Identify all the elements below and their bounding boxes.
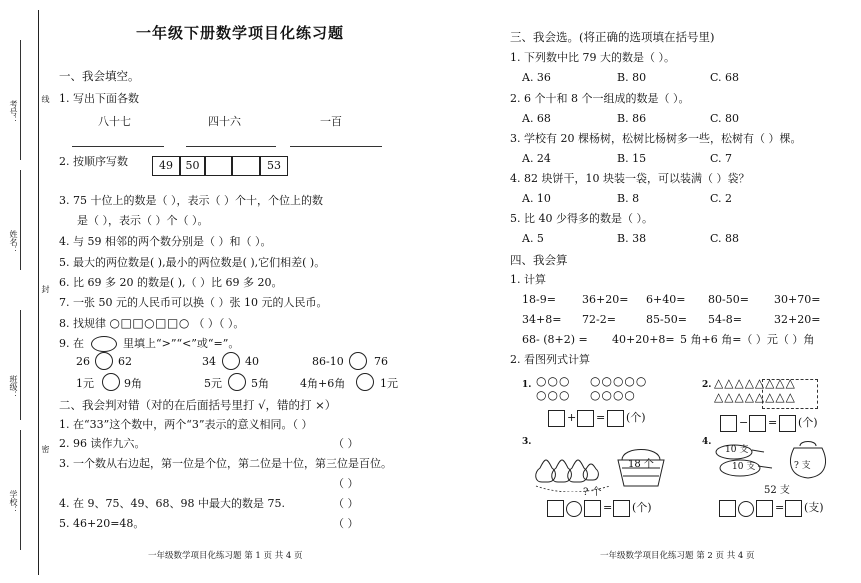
circle-icon: ○○○ — [536, 374, 571, 388]
unit-label: (个) — [798, 416, 818, 429]
judge-5: 5. 46+20=48。 — [59, 517, 145, 530]
judge-2: 2. 96 读作九六。 — [59, 437, 146, 450]
answer-box[interactable] — [548, 410, 565, 427]
pencil-label-b: 10 支 — [732, 462, 756, 472]
class-line — [20, 310, 22, 420]
circle-icon: ○ — [109, 316, 121, 330]
square-icon: □ — [120, 316, 133, 330]
sequence-cell: 50 — [180, 156, 205, 176]
school-line — [20, 430, 22, 550]
choice-3: 3. 学校有 20 棵杨树，松树比杨树多一些，松树有（ ）棵。 — [510, 132, 802, 145]
picture-1-number: 1. — [522, 380, 532, 390]
minus-sign: − — [739, 416, 749, 429]
choice-3-option-c[interactable]: C. 7 — [710, 152, 733, 165]
calc-item: 54-8= — [708, 313, 742, 326]
picture-4-number: 4. — [702, 437, 712, 447]
question-7: 7. 一张 50 元的人民币可以换（ ）张 10 元的人民币。 — [59, 296, 328, 309]
page-2-footer: 一年级数学项目化练习题 第 2 页 共 4 页 — [600, 551, 755, 561]
pencil-label-a: 10 支 — [725, 445, 749, 455]
unit-label: (支) — [804, 501, 824, 514]
compare-right: 76 — [374, 355, 388, 368]
choice-4-option-c[interactable]: C. 2 — [710, 192, 733, 205]
page-title: 一年级下册数学项目化练习题 — [136, 24, 345, 42]
compare-right: 5角 — [251, 377, 269, 390]
compare-circle[interactable] — [228, 373, 246, 391]
equals-sign: = — [768, 416, 778, 429]
name-line — [20, 170, 22, 270]
choice-1-option-c[interactable]: C. 68 — [710, 71, 740, 84]
name-label: 姓名： — [9, 230, 18, 254]
compare-circle[interactable] — [102, 373, 120, 391]
compare-right: 9角 — [124, 377, 142, 390]
sequence-cell: 49 — [152, 156, 180, 176]
compare-circle[interactable] — [349, 352, 367, 370]
question-3-line-2: 是（ ），表示（ ）个（ ）。 — [77, 214, 209, 227]
question-5: 5. 最大的两位数是( ),最小的两位数是( ),它们相差( )。 — [59, 256, 326, 269]
judge-2-bracket[interactable]: （ ） — [333, 437, 359, 450]
circle-icon: ○ — [178, 316, 190, 330]
compare-right: 1元 — [380, 377, 398, 390]
calc-title: 1. 计算 — [510, 273, 546, 286]
question-1: 1. 写出下面各数 — [59, 92, 139, 105]
school-label: 学校： — [9, 490, 18, 514]
bag-label: ? 支 — [794, 461, 811, 471]
question-9 — [59, 336, 239, 352]
answer-box[interactable] — [547, 500, 564, 517]
judge-1: 1. 在“33”这个数中，两个“3”表示的意义相同。（ ） — [59, 418, 313, 431]
answer-box[interactable] — [613, 500, 630, 517]
calc-item: 6+40= — [646, 293, 686, 306]
answer-box[interactable] — [756, 500, 773, 517]
compare-circle-icon — [91, 336, 117, 352]
calc-item: 34+8= — [522, 313, 562, 326]
compare-left: 1元 — [76, 377, 94, 390]
number-word-2: 四十六 — [208, 115, 241, 128]
answer-box[interactable] — [785, 500, 802, 517]
answer-box[interactable] — [577, 410, 594, 427]
answer-line-1[interactable] — [72, 145, 164, 147]
judge-3-bracket[interactable]: （ ） — [333, 477, 359, 490]
question-8-tail: （ ）（ ）。 — [193, 317, 245, 330]
choice-1-option-a[interactable]: A. 36 — [522, 71, 551, 84]
answer-line-3[interactable] — [290, 145, 382, 147]
answer-box[interactable] — [720, 415, 737, 432]
circle-icon: ○○○ — [536, 388, 571, 402]
choice-3-option-b[interactable]: B. 15 — [617, 152, 647, 165]
judge-4: 4. 在 9、75、49、68、98 中最大的数是 75. — [59, 497, 285, 510]
section-2-heading: 二、我会判对错（对的在后面括号里打 √，错的打 ×） — [59, 398, 337, 412]
sequence-cell[interactable] — [205, 156, 232, 176]
compare-left: 26 — [76, 355, 90, 368]
sequence-cell[interactable] — [232, 156, 260, 176]
square-icon: □ — [167, 316, 179, 330]
circle-icon: ○○○○○ — [590, 374, 648, 388]
choice-4: 4. 82 块饼干，10 块装一袋，可以装满（ ）袋？ — [510, 172, 750, 185]
choice-4-option-b[interactable]: B. 8 — [617, 192, 640, 205]
compare-right: 62 — [118, 355, 132, 368]
page-1-footer: 一年级数学项目化练习题 第 1 页 共 4 页 — [148, 551, 303, 561]
choice-2-option-a[interactable]: A. 68 — [522, 112, 551, 125]
unknown-count-label: ? 个 — [583, 487, 602, 498]
calc-item: 30+70= — [774, 293, 821, 306]
picture-3-number: 3. — [522, 437, 532, 447]
operator-circle[interactable] — [738, 501, 754, 517]
seal-mark-line: 线 — [41, 95, 50, 103]
unit-label: (个) — [626, 411, 646, 424]
calc-item: 32+20= — [774, 313, 821, 326]
choice-1-option-b[interactable]: B. 80 — [617, 71, 647, 84]
pattern-shapes — [110, 316, 190, 330]
section-3-heading: 三、我会选。(将正确的选项填在括号里) — [510, 30, 715, 44]
answer-box[interactable] — [749, 415, 766, 432]
calc-item: 80-50= — [708, 293, 749, 306]
dashed-selection-box — [762, 379, 818, 409]
question-9-tail: 里填上“>”“<”或“=”。 — [123, 337, 240, 350]
equals-sign: = — [596, 411, 606, 424]
answer-box[interactable] — [719, 500, 736, 517]
calc-item: 40+20+8= — [612, 333, 675, 346]
binding-line — [38, 10, 39, 575]
sequence-cell: 53 — [260, 156, 288, 176]
choice-4-option-a[interactable]: A. 10 — [522, 192, 551, 205]
compare-circle[interactable] — [222, 352, 240, 370]
equals-sign: = — [775, 501, 785, 514]
calc-item: 72-2= — [582, 313, 616, 326]
choice-1: 1. 下列数中比 79 大的数是（ ）。 — [510, 51, 675, 64]
circle-icon: ○○○○ — [590, 388, 636, 402]
circle-icon: ○ — [144, 316, 156, 330]
compare-circle[interactable] — [356, 373, 374, 391]
compare-left: 34 — [202, 355, 216, 368]
judge-4-bracket[interactable]: （ ） — [333, 497, 359, 510]
equals-sign: = — [603, 501, 613, 514]
question-8-label: 8. 找规律 — [59, 317, 106, 330]
choice-5-option-c[interactable]: C. 88 — [710, 232, 740, 245]
judge-5-bracket[interactable]: （ ） — [333, 517, 359, 530]
circle-group-a — [536, 374, 570, 402]
picture-2-number: 2. — [702, 380, 712, 390]
section-4-heading: 四、我会算 — [510, 253, 568, 267]
calc-item: 85-50= — [646, 313, 687, 326]
total-label: 52 支 — [764, 485, 790, 496]
choice-5: 5. 比 40 少得多的数是（ ）。 — [510, 212, 653, 225]
unit-label: (个) — [632, 501, 652, 514]
circle-group-b — [590, 374, 647, 402]
choice-2: 2. 6 个十和 8 个一组成的数是（ ）。 — [510, 92, 690, 105]
answer-box[interactable] — [607, 410, 624, 427]
answer-box[interactable] — [584, 500, 601, 517]
compare-left: 5元 — [204, 377, 222, 390]
number-word-1: 八十七 — [98, 115, 131, 128]
triangle-icon: △△△ — [714, 390, 745, 404]
question-6: 6. 比 69 多 20 的数是( ),（ ）比 69 多 20。 — [59, 276, 283, 289]
question-2: 2. 按顺序写数 — [59, 155, 128, 168]
compare-right: 40 — [245, 355, 259, 368]
basket-label: 18 个 — [628, 459, 654, 470]
exam-number-line — [20, 40, 22, 160]
calc-item: 36+20= — [582, 293, 629, 306]
question-8 — [59, 316, 244, 331]
picture-calc-title: 2. 看图列式计算 — [510, 353, 590, 366]
question-3-line-1: 3. 75 十位上的数是（ ），表示（ ）个十，个位上的数 — [59, 194, 323, 207]
choice-3-option-a[interactable]: A. 24 — [522, 152, 551, 165]
choice-5-option-b[interactable]: B. 38 — [617, 232, 647, 245]
square-icon: □ — [132, 316, 145, 330]
judge-3: 3. 一个数从右边起，第一位是个位，第二位是十位，第三位是百位。 — [59, 457, 392, 470]
question-9-label: 9. 在 — [59, 337, 84, 350]
class-label: 班级： — [9, 375, 18, 399]
choice-2-option-b[interactable]: B. 86 — [617, 112, 647, 125]
triangle-icon: △△△ — [714, 376, 745, 390]
square-icon: □ — [155, 316, 167, 330]
triangle-icon: △△△△△ — [744, 376, 796, 390]
triangle-icon: △△△△△ — [744, 390, 796, 404]
number-word-3: 一百 — [320, 115, 342, 128]
calc-item: 68- (8+2) = — [522, 333, 588, 346]
answer-box[interactable] — [779, 415, 796, 432]
answer-line-2[interactable] — [186, 145, 276, 147]
pear-icon — [536, 460, 599, 482]
compare-left: 4角+6角 — [300, 377, 346, 390]
seal-mark-secret: 密 — [41, 445, 50, 453]
operator-circle[interactable] — [566, 501, 582, 517]
section-1-heading: 一、我会填空。 — [59, 69, 140, 83]
compare-left: 86-10 — [312, 355, 344, 368]
calc-item: 18-9= — [522, 293, 556, 306]
exam-number-label: 考号： — [9, 100, 18, 124]
plus-sign: + — [567, 411, 577, 424]
compare-circle[interactable] — [95, 352, 113, 370]
question-4: 4. 与 59 相邻的两个数分别是（ ）和（ ）。 — [59, 235, 272, 248]
choice-5-option-a[interactable]: A. 5 — [522, 232, 544, 245]
choice-2-option-c[interactable]: C. 80 — [710, 112, 740, 125]
seal-mark-seal: 封 — [41, 285, 50, 293]
calc-item: 5 角+6 角=（ ）元（ ）角 — [680, 333, 815, 346]
